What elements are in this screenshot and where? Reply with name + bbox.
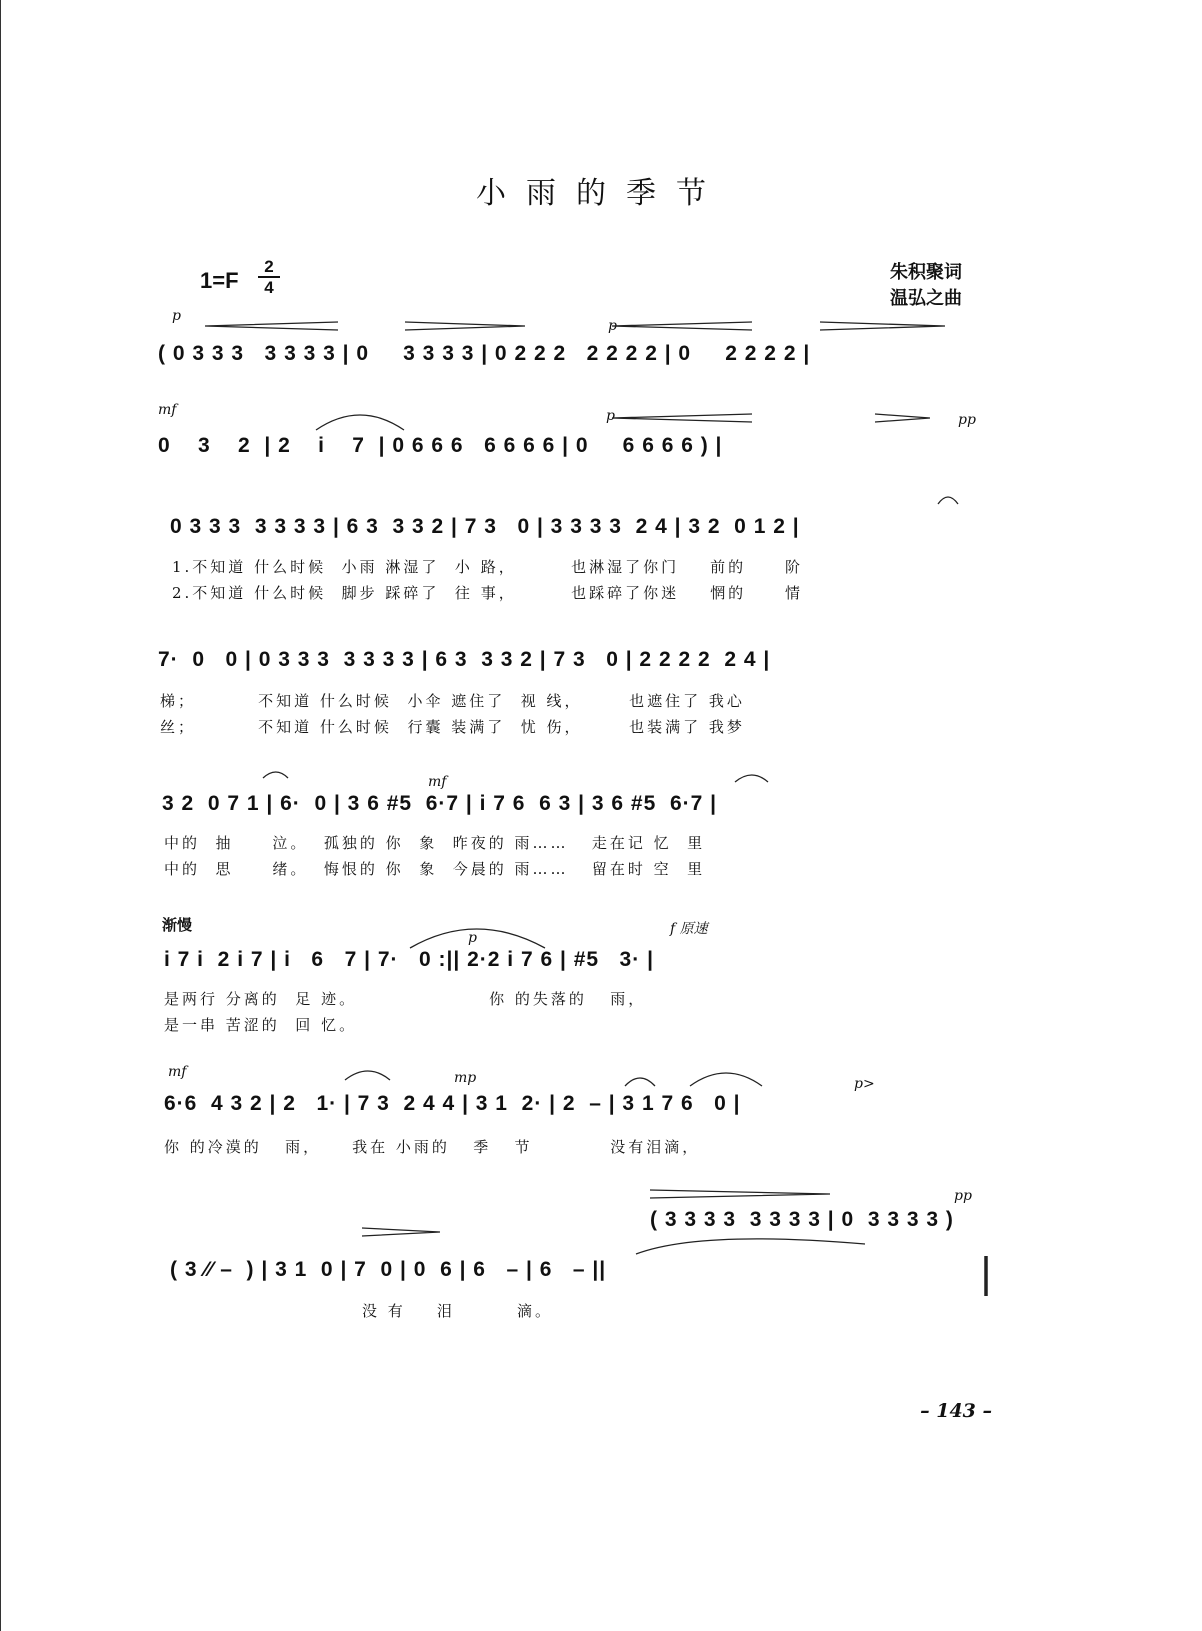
notation-line: ( 3 ⁄⁄ – ) | 3 1 0 | 7 0 | 0 6 | 6 – | 6 – || xyxy=(170,1258,607,1281)
slur xyxy=(690,1073,762,1086)
lyric-line-verse-1: 1.不知道 什么时候 小雨 淋湿了 小 路， 也淋湿了你门 前的 阶 xyxy=(172,558,803,576)
meter-bottom: 4 xyxy=(264,278,274,297)
composer-credit: 温弘之曲 xyxy=(890,288,962,309)
lyric-line-verse-1: 是两行 分离的 足 迹。 你 的失落的 雨， xyxy=(164,990,647,1008)
notation-line: 3 2 0 7 1 | 6· 0 | 3 6 #5 6·7 | i 7 6 6 3 | 3 6 #5 6·7 | xyxy=(162,792,718,815)
instrumental-notation-line: ( 3 3 3 3 3 3 3 3 | 0 3 3 3 3 ) xyxy=(650,1208,954,1231)
lyricist-credit: 朱积聚词 xyxy=(890,262,962,283)
slur xyxy=(410,929,545,948)
dynamic-mark: mf xyxy=(428,774,447,790)
tempo-mark-a-tempo: f 原速 xyxy=(670,921,708,937)
lyric-line-verse-2: 2.不知道 什么时候 脚步 踩碎了 往 事， 也踩碎了你迷 惘的 情 xyxy=(172,584,803,602)
page-edge-line xyxy=(0,0,1,1631)
crescendo-hairpin xyxy=(612,414,752,422)
dynamic-mark: mf xyxy=(158,402,177,418)
decrescendo-hairpin xyxy=(405,322,525,330)
lyric-line-verse-2: 中的 思 绪。 悔恨的 你 象 今晨的 雨…… 留在时 空 里 xyxy=(164,860,706,878)
page-number: – 143 – xyxy=(920,1400,992,1422)
notation-line: 0 3 2 | 2 i 7 | 0 6 6 6 6 6 6 6 | 0 6 6 6 6 ) | xyxy=(158,434,723,457)
dynamic-mark: pp xyxy=(954,1188,972,1204)
tie xyxy=(636,1239,865,1254)
decrescendo-hairpin xyxy=(362,1228,440,1236)
song-title: 小雨的季节 xyxy=(476,176,726,211)
dynamic-mark: p> xyxy=(854,1076,875,1092)
notation-line: 0 3 3 3 3 3 3 3 | 6 3 3 3 2 | 7 3 0 | 3 3 3 3 2 4 | 3 2 0 1 2 | xyxy=(170,515,800,538)
dynamic-mark: pp xyxy=(958,412,976,428)
dynamic-mark: mp xyxy=(454,1070,477,1086)
slur xyxy=(625,1078,655,1086)
lyric-line-verse-2: 丝； 不知道 什么时候 行囊 装满了 忧 伤， 也装满了 我梦 xyxy=(160,718,745,736)
dynamic-mark: p xyxy=(172,308,181,324)
fermata-slur xyxy=(938,497,958,504)
lyric-line-verse-1: 没 有 泪 滴。 xyxy=(362,1302,553,1320)
decrescendo-hairpin xyxy=(820,322,945,330)
notation-line: i 7 i 2 i 7 | i 6 7 | 7· 0 :|| 2·2 i 7 6 | #5 3· | xyxy=(164,948,654,971)
meter-top: 2 xyxy=(264,257,274,276)
dynamic-mark: mf xyxy=(168,1064,187,1080)
slur xyxy=(345,1071,390,1080)
lyric-line-verse-1: 中的 抽 泣。 孤独的 你 象 昨夜的 雨…… 走在记 忆 里 xyxy=(164,834,706,852)
decrescendo-hairpin xyxy=(650,1190,830,1198)
slur xyxy=(316,415,404,430)
time-signature xyxy=(258,258,280,296)
crescendo-hairpin xyxy=(612,322,752,330)
notation-line: 6·6 4 3 2 | 2 1· | 7 3 2 4 4 | 3 1 2· | 2 – | 3 1 7 6 0 | xyxy=(164,1092,741,1115)
notation-line: 7· 0 0 | 0 3 3 3 3 3 3 3 | 6 3 3 3 2 | 7 3 0 | 2 2 2 2 2 4 | xyxy=(158,648,771,671)
crescendo-hairpin xyxy=(205,322,338,330)
dynamic-mark: p xyxy=(608,318,617,334)
slur xyxy=(735,775,768,782)
key-signature: 1=F xyxy=(200,268,239,293)
lyric-line-verse-1: 梯； 不知道 什么时候 小伞 遮住了 视 线， 也遮住了 我心 xyxy=(160,692,745,710)
notation-line: ( 0 3 3 3 3 3 3 3 | 0 3 3 3 3 | 0 2 2 2 2 2 2 2 | 0 2 2 2 2 | xyxy=(158,342,811,365)
dynamic-mark: p xyxy=(468,930,477,946)
lyric-line-verse-2: 是一串 苦涩的 回 忆。 xyxy=(164,1016,358,1034)
slur xyxy=(263,772,288,778)
lyric-line-verse-1: 你 的冷漠的 雨， 我在 小雨的 季 节 没有泪滴， xyxy=(164,1138,701,1156)
dynamic-mark: p xyxy=(606,408,615,424)
tempo-mark-ritardando: 渐慢 xyxy=(162,916,193,934)
decrescendo-hairpin xyxy=(875,414,930,422)
